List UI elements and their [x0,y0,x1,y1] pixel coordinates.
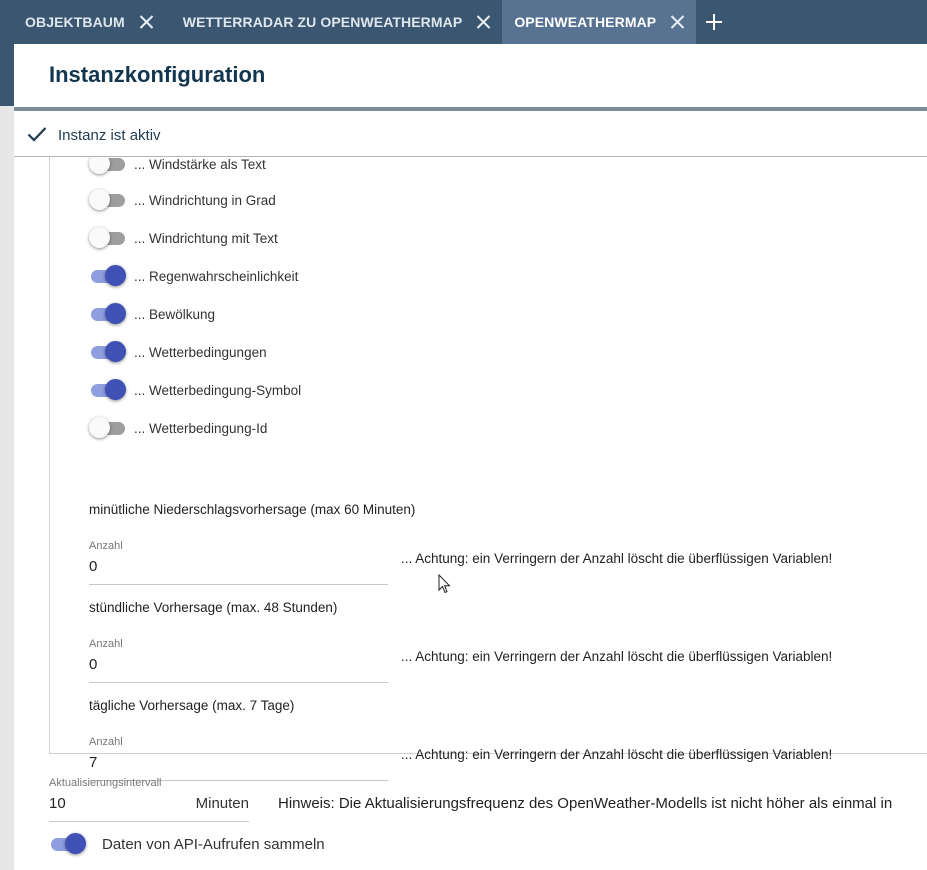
daily-warning: ... Achtung: ein Verringern der Anzahl löscht die überflüssigen Variablen! [401,747,833,762]
toggle-switch[interactable] [89,340,125,364]
switch-row-bewoelkung[interactable] [89,302,215,326]
title-divider [14,107,927,111]
toggle-switch[interactable] [89,226,125,250]
field-value[interactable]: 0 [89,656,98,673]
add-tab-button[interactable] [696,0,732,44]
minutely-count-field[interactable] [89,540,388,585]
section-daily-heading: tägliche Vorhersage (max. 7 Tage) [89,698,295,713]
header-edge [0,44,14,106]
toggle-switch[interactable] [89,416,125,440]
instance-active-label: Instanz ist aktiv [58,127,161,144]
toggle-switch[interactable] [89,157,125,176]
switch-label: ... Windrichtung mit Text [134,230,278,246]
toggle-switch[interactable] [89,264,125,288]
config-panel [14,44,927,870]
scroll-content[interactable] [14,157,927,870]
switch-row-windrichtung-text[interactable] [89,226,278,250]
close-icon[interactable] [139,15,153,29]
daily-count-field[interactable] [89,736,388,781]
toggle-switch[interactable] [49,832,85,856]
field-value[interactable]: 0 [89,558,98,575]
switch-label: ... Windstärke als Text [134,157,266,172]
tab-label: WETTERRADAR ZU OPENWEATHERMAP [182,14,463,30]
field-label: Anzahl [89,638,123,650]
switch-label: ... Wetterbedingung-Symbol [134,382,302,398]
switch-label: ... Windrichtung in Grad [134,192,276,208]
check-icon [27,126,47,142]
tab-objektbaum[interactable] [0,0,165,44]
plus-icon [706,14,722,30]
api-collect-row[interactable] [49,832,325,856]
close-icon[interactable] [670,15,684,29]
update-interval-field[interactable] [49,777,249,822]
page-title: Instanzkonfiguration [49,62,266,87]
switch-label: ... Regenwahrscheinlichkeit [134,268,299,284]
close-icon[interactable] [476,15,490,29]
toggle-switch[interactable] [89,378,125,402]
hourly-warning: ... Achtung: ein Verringern der Anzahl löscht die überflüssigen Variablen! [401,649,833,664]
update-interval-unit: Minuten [195,795,249,812]
switch-label: ... Wetterbedingung-Id [134,420,268,436]
switch-row-wetterbedingung-id[interactable] [89,416,267,440]
hourly-count-field[interactable] [89,638,388,683]
update-interval-value[interactable]: 10 [49,795,66,812]
field-label: Anzahl [89,736,123,748]
switch-row-windstaerke-text[interactable] [89,157,266,176]
instance-active-row[interactable] [14,112,927,157]
tab-label: OBJEKTBAUM [25,14,125,30]
field-label: Anzahl [89,540,123,552]
switch-row-windrichtung-grad[interactable] [89,188,276,212]
toggle-switch[interactable] [89,302,125,326]
mouse-cursor-icon [438,574,452,594]
tab-wetterradar[interactable] [165,0,503,44]
tab-label: OPENWEATHERMAP [514,14,657,30]
switch-row-wetterbedingungen[interactable] [89,340,267,364]
toggle-switch[interactable] [89,188,125,212]
field-value[interactable]: 7 [89,754,98,771]
section-hourly-heading: stündliche Vorhersage (max. 48 Stunden) [89,600,338,615]
switch-label: ... Wetterbedingungen [134,344,267,360]
minutely-warning: ... Achtung: ein Verringern der Anzahl löscht die überflüssigen Variablen! [401,551,833,566]
switch-row-wetterbedingung-symbol[interactable] [89,378,301,402]
switch-label: ... Bewölkung [134,306,216,322]
tab-bar [0,0,927,44]
tab-openweathermap[interactable] [502,0,696,44]
section-minutely-heading: minütliche Niederschlagsvorhersage (max 60 Minuten) [89,502,416,517]
update-hint: Hinweis: Die Aktualisierungsfrequenz des OpenWeather-Modells ist nicht höher als einmal in [278,795,893,812]
update-interval-label: Aktualisierungsintervall [49,777,162,789]
switch-row-regenwahrscheinlichkeit[interactable] [89,264,298,288]
api-collect-label: Daten von API-Aufrufen sammeln [102,835,325,853]
